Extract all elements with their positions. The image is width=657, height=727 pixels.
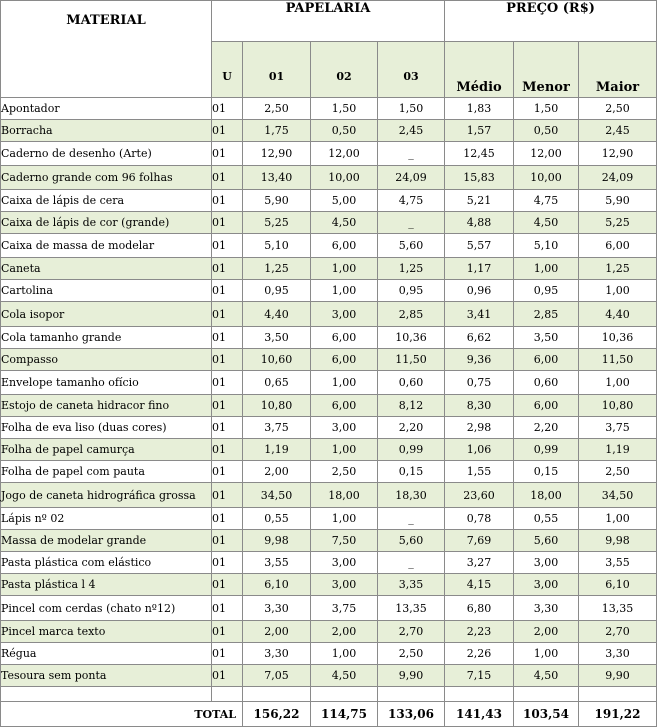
item-price-store-3: 0,15 xyxy=(378,461,445,483)
item-price-store-1: 6,10 xyxy=(243,574,311,596)
item-price-store-1: 10,80 xyxy=(243,395,311,417)
item-name: Compasso xyxy=(1,349,212,371)
item-name: Caderno grande com 96 folhas xyxy=(1,166,212,190)
item-price-store-1: 10,60 xyxy=(243,349,311,371)
item-price-store-2: 6,00 xyxy=(311,234,378,258)
item-price-maior: 12,90 xyxy=(579,142,657,166)
item-price-medio: 1,17 xyxy=(445,258,514,280)
item-price-maior: 2,50 xyxy=(579,98,657,120)
item-unit: 01 xyxy=(212,417,243,439)
item-price-maior: 2,70 xyxy=(579,621,657,643)
item-unit: 01 xyxy=(212,552,243,574)
table-row xyxy=(1,280,657,302)
item-price-store-3: 2,70 xyxy=(378,621,445,643)
table-row xyxy=(1,349,657,371)
table-row xyxy=(1,530,657,552)
total-label: TOTAL xyxy=(1,702,243,727)
item-price-store-2: 0,50 xyxy=(311,120,378,142)
item-price-maior: 9,98 xyxy=(579,530,657,552)
item-price-maior: 3,55 xyxy=(579,552,657,574)
table-row xyxy=(1,508,657,530)
item-unit: 01 xyxy=(212,508,243,530)
item-price-store-3: 5,60 xyxy=(378,530,445,552)
item-price-store-1: 3,50 xyxy=(243,327,311,349)
item-price-menor: 3,50 xyxy=(514,327,579,349)
item-price-menor: 3,30 xyxy=(514,596,579,621)
table-row xyxy=(1,302,657,327)
table-row xyxy=(1,417,657,439)
item-price-medio: 6,80 xyxy=(445,596,514,621)
item-price-medio: 4,88 xyxy=(445,212,514,234)
item-price-store-2: 2,00 xyxy=(311,621,378,643)
item-price-store-1: 0,55 xyxy=(243,508,311,530)
item-name: Folha de papel com pauta xyxy=(1,461,212,483)
item-unit: 01 xyxy=(212,371,243,395)
item-name: Lápis nº 02 xyxy=(1,508,212,530)
item-price-medio: 0,96 xyxy=(445,280,514,302)
spacer-cell xyxy=(378,687,445,702)
item-price-menor: 0,55 xyxy=(514,508,579,530)
item-name: Caixa de lápis de cor (grande) xyxy=(1,212,212,234)
item-price-medio: 9,36 xyxy=(445,349,514,371)
item-price-store-1: 1,75 xyxy=(243,120,311,142)
item-price-store-1: 3,55 xyxy=(243,552,311,574)
item-price-medio: 2,23 xyxy=(445,621,514,643)
item-price-menor: 0,50 xyxy=(514,120,579,142)
table-row xyxy=(1,166,657,190)
item-price-store-2: 1,00 xyxy=(311,280,378,302)
item-price-store-3: 2,50 xyxy=(378,643,445,665)
item-price-maior: 6,00 xyxy=(579,234,657,258)
item-price-menor: 6,00 xyxy=(514,349,579,371)
table-row xyxy=(1,395,657,417)
item-name: Caneta xyxy=(1,258,212,280)
item-price-store-3: 2,20 xyxy=(378,417,445,439)
item-unit: 01 xyxy=(212,120,243,142)
item-price-store-1: 5,10 xyxy=(243,234,311,258)
item-unit: 01 xyxy=(212,621,243,643)
item-name: Pincel marca texto xyxy=(1,621,212,643)
item-price-store-3: 5,60 xyxy=(378,234,445,258)
item-price-store-2: 18,00 xyxy=(311,483,378,508)
item-price-store-2: 1,00 xyxy=(311,439,378,461)
item-unit: 01 xyxy=(212,98,243,120)
item-price-maior: 3,75 xyxy=(579,417,657,439)
item-price-medio: 8,30 xyxy=(445,395,514,417)
item-name: Massa de modelar grande xyxy=(1,530,212,552)
header-store-2: 02 xyxy=(311,42,378,98)
item-name: Folha de papel camurça xyxy=(1,439,212,461)
item-price-medio: 5,57 xyxy=(445,234,514,258)
item-price-medio: 1,83 xyxy=(445,98,514,120)
item-price-store-1: 4,40 xyxy=(243,302,311,327)
item-price-store-3: 0,60 xyxy=(378,371,445,395)
total-medio: 141,43 xyxy=(445,702,514,727)
item-price-store-2: 3,00 xyxy=(311,417,378,439)
header-maior: Maior xyxy=(579,42,657,98)
item-unit: 01 xyxy=(212,258,243,280)
item-price-menor: 5,60 xyxy=(514,530,579,552)
item-price-store-1: 3,30 xyxy=(243,596,311,621)
item-price-menor: 1,00 xyxy=(514,258,579,280)
item-price-maior: 1,25 xyxy=(579,258,657,280)
item-price-menor: 5,10 xyxy=(514,234,579,258)
item-price-store-3: 11,50 xyxy=(378,349,445,371)
table-row xyxy=(1,258,657,280)
header-material: MATERIAL xyxy=(1,1,212,98)
item-name: Caderno de desenho (Arte) xyxy=(1,142,212,166)
item-name: Folha de eva liso (duas cores) xyxy=(1,417,212,439)
item-price-medio: 3,27 xyxy=(445,552,514,574)
item-price-store-3: 10,36 xyxy=(378,327,445,349)
total-store-2: 114,75 xyxy=(311,702,378,727)
item-price-menor: 4,75 xyxy=(514,190,579,212)
item-price-medio: 0,75 xyxy=(445,371,514,395)
table-row xyxy=(1,98,657,120)
table-row xyxy=(1,439,657,461)
header-store-1: 01 xyxy=(243,42,311,98)
item-price-medio: 4,15 xyxy=(445,574,514,596)
item-unit: 01 xyxy=(212,665,243,687)
item-price-maior: 2,45 xyxy=(579,120,657,142)
item-price-maior: 1,19 xyxy=(579,439,657,461)
item-price-store-1: 2,50 xyxy=(243,98,311,120)
item-unit: 01 xyxy=(212,643,243,665)
item-unit: 01 xyxy=(212,212,243,234)
item-price-medio: 23,60 xyxy=(445,483,514,508)
item-price-store-2: 3,00 xyxy=(311,574,378,596)
item-price-medio: 15,83 xyxy=(445,166,514,190)
item-price-store-3: _ xyxy=(378,508,445,530)
spacer-cell xyxy=(243,687,311,702)
spacer-cell xyxy=(579,687,657,702)
item-name: Envelope tamanho ofício xyxy=(1,371,212,395)
table-row xyxy=(1,574,657,596)
item-price-medio: 12,45 xyxy=(445,142,514,166)
item-price-menor: 0,15 xyxy=(514,461,579,483)
item-price-store-2: 2,50 xyxy=(311,461,378,483)
item-price-menor: 2,85 xyxy=(514,302,579,327)
item-price-store-2: 1,50 xyxy=(311,98,378,120)
item-price-maior: 9,90 xyxy=(579,665,657,687)
item-price-menor: 1,00 xyxy=(514,643,579,665)
item-price-store-2: 3,00 xyxy=(311,302,378,327)
item-unit: 01 xyxy=(212,461,243,483)
item-price-menor: 3,00 xyxy=(514,552,579,574)
item-price-medio: 7,69 xyxy=(445,530,514,552)
item-name: Estojo de caneta hidracor fino xyxy=(1,395,212,417)
item-price-store-1: 7,05 xyxy=(243,665,311,687)
item-price-store-3: 4,75 xyxy=(378,190,445,212)
table-row xyxy=(1,190,657,212)
item-price-maior: 6,10 xyxy=(579,574,657,596)
item-price-maior: 5,90 xyxy=(579,190,657,212)
item-price-store-3: 9,90 xyxy=(378,665,445,687)
item-price-maior: 24,09 xyxy=(579,166,657,190)
table-row xyxy=(1,621,657,643)
item-price-medio: 2,98 xyxy=(445,417,514,439)
item-price-store-2: 10,00 xyxy=(311,166,378,190)
header-preco: PREÇO (R$) xyxy=(445,1,657,42)
item-price-store-1: 2,00 xyxy=(243,461,311,483)
item-price-menor: 12,00 xyxy=(514,142,579,166)
spacer-cell xyxy=(311,687,378,702)
item-price-store-2: 5,00 xyxy=(311,190,378,212)
item-price-store-2: 7,50 xyxy=(311,530,378,552)
item-price-menor: 0,60 xyxy=(514,371,579,395)
item-name: Tesoura sem ponta xyxy=(1,665,212,687)
item-price-store-1: 13,40 xyxy=(243,166,311,190)
item-price-maior: 13,35 xyxy=(579,596,657,621)
table-row xyxy=(1,665,657,687)
table-row xyxy=(1,552,657,574)
item-price-store-1: 1,25 xyxy=(243,258,311,280)
item-price-maior: 1,00 xyxy=(579,371,657,395)
item-price-store-3: 0,99 xyxy=(378,439,445,461)
total-maior: 191,22 xyxy=(579,702,657,727)
total-store-1: 156,22 xyxy=(243,702,311,727)
item-price-store-1: 1,19 xyxy=(243,439,311,461)
item-unit: 01 xyxy=(212,439,243,461)
table-row xyxy=(1,212,657,234)
item-unit: 01 xyxy=(212,530,243,552)
item-price-store-2: 3,00 xyxy=(311,552,378,574)
item-price-store-2: 4,50 xyxy=(311,212,378,234)
table-row xyxy=(1,327,657,349)
item-price-store-1: 34,50 xyxy=(243,483,311,508)
item-price-store-1: 12,90 xyxy=(243,142,311,166)
table-row xyxy=(1,142,657,166)
item-price-menor: 4,50 xyxy=(514,212,579,234)
item-price-store-3: _ xyxy=(378,142,445,166)
item-unit: 01 xyxy=(212,349,243,371)
item-price-maior: 1,00 xyxy=(579,508,657,530)
item-price-store-2: 4,50 xyxy=(311,665,378,687)
table-row xyxy=(1,234,657,258)
item-price-menor: 6,00 xyxy=(514,395,579,417)
item-price-medio: 5,21 xyxy=(445,190,514,212)
item-name: Pasta plástica l 4 xyxy=(1,574,212,596)
item-price-store-1: 5,25 xyxy=(243,212,311,234)
item-price-menor: 0,99 xyxy=(514,439,579,461)
total-menor: 103,54 xyxy=(514,702,579,727)
table-row xyxy=(1,596,657,621)
item-unit: 01 xyxy=(212,483,243,508)
item-price-medio: 2,26 xyxy=(445,643,514,665)
item-name: Pincel com cerdas (chato nº12) xyxy=(1,596,212,621)
item-name: Borracha xyxy=(1,120,212,142)
item-name: Caixa de lápis de cera xyxy=(1,190,212,212)
table-row xyxy=(1,371,657,395)
item-unit: 01 xyxy=(212,302,243,327)
item-price-store-3: 1,25 xyxy=(378,258,445,280)
spacer-cell xyxy=(445,687,514,702)
item-price-maior: 2,50 xyxy=(579,461,657,483)
total-store-3: 133,06 xyxy=(378,702,445,727)
item-price-store-3: _ xyxy=(378,212,445,234)
item-unit: 01 xyxy=(212,142,243,166)
item-price-store-2: 12,00 xyxy=(311,142,378,166)
item-price-store-2: 1,00 xyxy=(311,258,378,280)
item-price-store-1: 0,65 xyxy=(243,371,311,395)
item-price-maior: 5,25 xyxy=(579,212,657,234)
item-unit: 01 xyxy=(212,395,243,417)
item-unit: 01 xyxy=(212,190,243,212)
item-unit: 01 xyxy=(212,327,243,349)
header-menor: Menor xyxy=(514,42,579,98)
item-price-store-1: 3,30 xyxy=(243,643,311,665)
spacer-row xyxy=(1,687,657,702)
item-price-store-2: 1,00 xyxy=(311,371,378,395)
header-medio: Médio xyxy=(445,42,514,98)
item-price-menor: 2,00 xyxy=(514,621,579,643)
item-price-store-1: 3,75 xyxy=(243,417,311,439)
item-price-store-3: 18,30 xyxy=(378,483,445,508)
table-row xyxy=(1,461,657,483)
item-unit: 01 xyxy=(212,574,243,596)
item-price-maior: 1,00 xyxy=(579,280,657,302)
item-price-store-3: 2,85 xyxy=(378,302,445,327)
item-name: Jogo de caneta hidrográfica grossa xyxy=(1,483,212,508)
item-price-menor: 4,50 xyxy=(514,665,579,687)
item-price-store-2: 6,00 xyxy=(311,327,378,349)
item-price-store-1: 5,90 xyxy=(243,190,311,212)
item-price-store-3: 13,35 xyxy=(378,596,445,621)
item-price-maior: 4,40 xyxy=(579,302,657,327)
item-name: Caixa de massa de modelar xyxy=(1,234,212,258)
item-price-medio: 6,62 xyxy=(445,327,514,349)
item-price-store-3: 1,50 xyxy=(378,98,445,120)
item-price-store-3: 0,95 xyxy=(378,280,445,302)
item-name: Cartolina xyxy=(1,280,212,302)
item-price-menor: 1,50 xyxy=(514,98,579,120)
item-price-maior: 10,80 xyxy=(579,395,657,417)
item-price-store-2: 1,00 xyxy=(311,643,378,665)
item-price-medio: 1,55 xyxy=(445,461,514,483)
item-name: Cola isopor xyxy=(1,302,212,327)
item-name: Pasta plástica com elástico xyxy=(1,552,212,574)
item-price-store-2: 6,00 xyxy=(311,395,378,417)
item-price-medio: 3,41 xyxy=(445,302,514,327)
item-price-menor: 10,00 xyxy=(514,166,579,190)
item-price-store-3: 24,09 xyxy=(378,166,445,190)
item-price-store-3: 3,35 xyxy=(378,574,445,596)
total-row xyxy=(1,702,657,727)
table-row xyxy=(1,120,657,142)
item-price-store-1: 9,98 xyxy=(243,530,311,552)
item-price-maior: 3,30 xyxy=(579,643,657,665)
item-price-maior: 34,50 xyxy=(579,483,657,508)
spacer-cell xyxy=(212,687,243,702)
header-unit: U xyxy=(212,42,243,98)
item-name: Cola tamanho grande xyxy=(1,327,212,349)
item-price-store-2: 6,00 xyxy=(311,349,378,371)
item-name: Apontador xyxy=(1,98,212,120)
item-unit: 01 xyxy=(212,234,243,258)
item-price-medio: 1,57 xyxy=(445,120,514,142)
item-price-store-2: 3,75 xyxy=(311,596,378,621)
table-row xyxy=(1,643,657,665)
item-price-menor: 2,20 xyxy=(514,417,579,439)
item-price-medio: 7,15 xyxy=(445,665,514,687)
header-papelaria: PAPELARIA xyxy=(212,1,445,42)
item-price-store-3: 8,12 xyxy=(378,395,445,417)
item-price-medio: 1,06 xyxy=(445,439,514,461)
item-price-menor: 0,95 xyxy=(514,280,579,302)
item-price-maior: 11,50 xyxy=(579,349,657,371)
spacer-cell xyxy=(514,687,579,702)
item-price-store-1: 0,95 xyxy=(243,280,311,302)
item-unit: 01 xyxy=(212,166,243,190)
item-price-store-3: 2,45 xyxy=(378,120,445,142)
table-row xyxy=(1,483,657,508)
item-name: Régua xyxy=(1,643,212,665)
item-price-menor: 18,00 xyxy=(514,483,579,508)
spacer-cell xyxy=(1,687,212,702)
item-price-menor: 3,00 xyxy=(514,574,579,596)
item-price-medio: 0,78 xyxy=(445,508,514,530)
item-price-maior: 10,36 xyxy=(579,327,657,349)
item-price-store-2: 1,00 xyxy=(311,508,378,530)
item-unit: 01 xyxy=(212,596,243,621)
item-price-store-1: 2,00 xyxy=(243,621,311,643)
header-store-3: 03 xyxy=(378,42,445,98)
item-unit: 01 xyxy=(212,280,243,302)
item-price-store-3: _ xyxy=(378,552,445,574)
